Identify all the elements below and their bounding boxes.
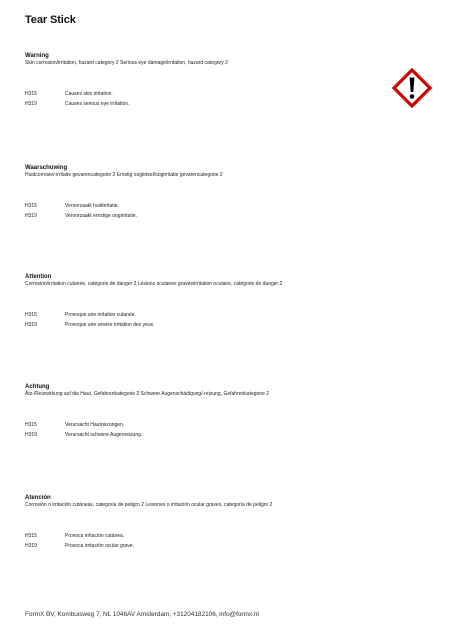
hazard-statement bbox=[25, 89, 395, 99]
hazard-text: Verursacht Hautreizungen. bbox=[65, 422, 125, 428]
hazard-code: H315 bbox=[25, 203, 37, 209]
hazard-statement bbox=[25, 541, 395, 551]
hazard-code: H319 bbox=[25, 322, 37, 328]
hazard-section-de bbox=[25, 383, 395, 440]
document-title: Tear Stick bbox=[25, 14, 76, 26]
hazard-code: H315 bbox=[25, 533, 37, 539]
hazard-statement bbox=[25, 320, 395, 330]
hazard-text: Causes serious eye irritation. bbox=[65, 101, 130, 107]
hazard-classification: Corrosión o irritación cutáneas, categoría de peligro 2 Lesiones o irritación ocular graves, categoría de peligro 2 bbox=[25, 502, 273, 508]
hazard-code: H319 bbox=[25, 101, 37, 107]
hazard-code: H315 bbox=[25, 312, 37, 318]
hazard-classification: Corrosion/irritation cutanée, catégorie de danger 2 Lésions oculaires graves/irritation oculaire, catégorie de danger 2 bbox=[25, 281, 283, 287]
hazard-text: Provoque une sévère irritation des yeux. bbox=[65, 322, 155, 328]
hazard-classification: Ätz-/Reizwirkung auf die Haut, Gefahrenkategorie 2 Schwere Augenschädigung/-reizung, Gefahrenkategorie 2 bbox=[25, 391, 270, 397]
hazard-text: Verursacht schwere Augenreizung. bbox=[65, 432, 143, 438]
signal-word: Warning bbox=[25, 53, 49, 59]
hazard-code: H319 bbox=[25, 432, 37, 438]
signal-word: Attention bbox=[25, 274, 52, 280]
hazard-section-es bbox=[25, 494, 395, 551]
hazard-code: H319 bbox=[25, 543, 37, 549]
hazard-code: H315 bbox=[25, 91, 37, 97]
hazard-statement bbox=[25, 211, 395, 221]
hazard-text: Veroorzaakt huidirritatie. bbox=[65, 203, 119, 209]
signal-word: Waarschuwing bbox=[25, 165, 68, 171]
hazard-section-en bbox=[25, 52, 395, 109]
company-footer: FormX BV, Kombuisweg 7, NL 1046AV Amsterdam, +31204182106, info@formx.nl bbox=[25, 611, 259, 618]
hazard-statement bbox=[25, 99, 395, 109]
hazard-statement bbox=[25, 430, 395, 440]
hazard-text: Veroorzaakt ernstige oogirritatie. bbox=[65, 213, 137, 219]
hazard-classification: Huidcorrosie/-irritatie gevarencategorie 2 Ernstig oogletsel/oogirritatie gevarencategorie 2 bbox=[25, 172, 223, 178]
hazard-statement bbox=[25, 420, 395, 430]
hazard-text: Provoque une irritation cutanée. bbox=[65, 312, 136, 318]
ghs07-exclamation-mark-icon bbox=[392, 68, 432, 108]
hazard-text: Causes skin irritation. bbox=[65, 91, 113, 97]
hazard-code: H319 bbox=[25, 213, 37, 219]
hazard-section-fr bbox=[25, 273, 395, 330]
hazard-statement bbox=[25, 310, 395, 320]
hazard-code: H315 bbox=[25, 422, 37, 428]
hazard-statement bbox=[25, 201, 395, 211]
hazard-section-nl bbox=[25, 164, 395, 221]
signal-word: Achtung bbox=[25, 384, 50, 390]
hazard-text: Provoca irritación ocular grave. bbox=[65, 543, 134, 549]
hazard-text: Provoca irritación cutánea. bbox=[65, 533, 125, 539]
signal-word: Atención bbox=[25, 495, 51, 501]
hazard-statement bbox=[25, 531, 395, 541]
hazard-classification: Skin corrosion/irritation, hazard category 2 Serious eye damage/irritation, hazard category 2 bbox=[25, 60, 228, 66]
